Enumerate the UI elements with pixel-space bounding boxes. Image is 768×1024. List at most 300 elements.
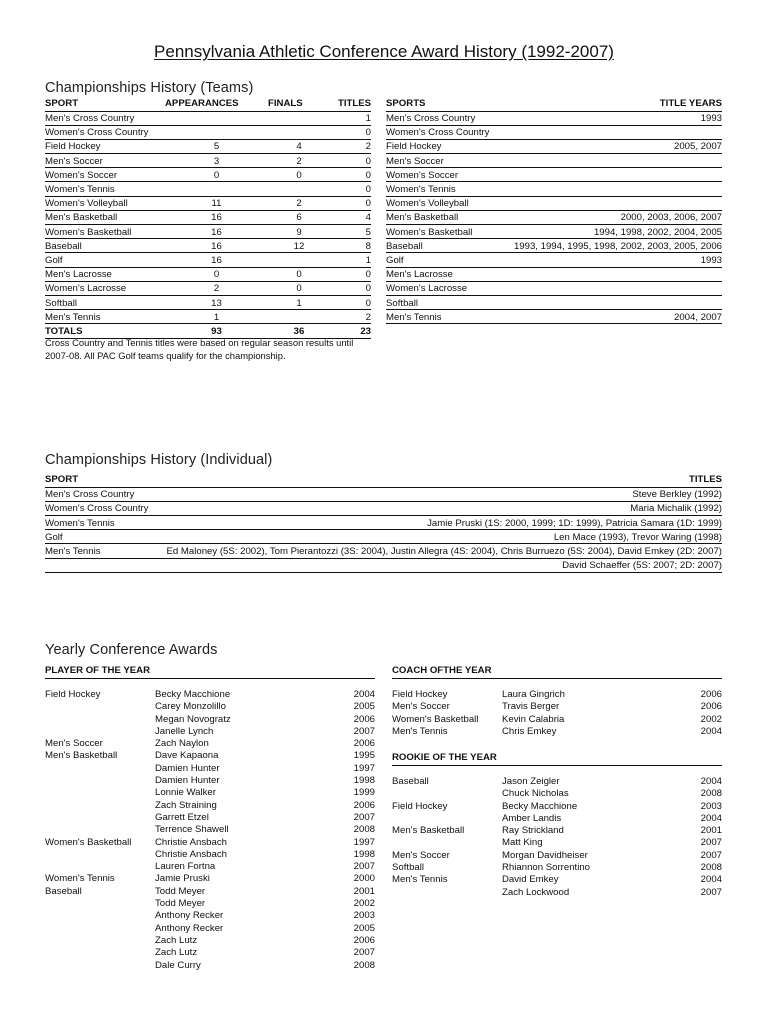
award-row bbox=[45, 837, 375, 849]
title-years-cell bbox=[506, 196, 722, 210]
award-row bbox=[45, 849, 375, 861]
finals-cell: 9 bbox=[268, 225, 330, 239]
award-sport bbox=[392, 813, 502, 825]
award-sport: Softball bbox=[392, 862, 424, 874]
title-years-cell: 2005, 2007 bbox=[506, 139, 722, 153]
table-row bbox=[386, 168, 722, 182]
title-years-cell: 2000, 2003, 2006, 2007 bbox=[506, 210, 722, 224]
award-year: 2006 bbox=[353, 738, 375, 750]
title-years-cell bbox=[506, 267, 722, 281]
title-years-cell bbox=[506, 281, 722, 295]
award-sport bbox=[45, 763, 155, 775]
award-year: 2001 bbox=[353, 885, 375, 897]
award-name: Janelle Lynch bbox=[155, 725, 214, 737]
award-year: 2002 bbox=[700, 713, 722, 725]
award-name: Zach Naylon bbox=[155, 738, 209, 750]
award-year: 2007 bbox=[353, 811, 375, 823]
award-year: 2008 bbox=[700, 788, 722, 800]
sport-cell: Field Hockey bbox=[45, 139, 165, 153]
award-name: Ray Strickland bbox=[502, 825, 564, 837]
award-name: Damien Hunter bbox=[155, 775, 220, 787]
title-years-cell bbox=[506, 295, 722, 309]
table-row bbox=[45, 196, 371, 210]
award-name: Christie Ansbach bbox=[155, 848, 227, 860]
col-ind-titles: TITLES bbox=[165, 473, 722, 487]
award-sport: Men's Soccer bbox=[392, 701, 450, 713]
award-row bbox=[45, 960, 375, 972]
award-row bbox=[392, 874, 722, 886]
title-years-header-row bbox=[386, 98, 722, 111]
sport-cell: Women's Tennis bbox=[45, 182, 165, 196]
table-row bbox=[386, 225, 722, 239]
individual-titles-cell: Len Mace (1993), Trevor Waring (1998) bbox=[165, 530, 722, 544]
table-row bbox=[386, 267, 722, 281]
finals-cell bbox=[268, 253, 330, 267]
titles-cell: 0 bbox=[330, 168, 371, 182]
award-sport: Men's Tennis bbox=[392, 725, 448, 737]
table-row bbox=[386, 196, 722, 210]
appearances-cell: 13 bbox=[165, 295, 268, 309]
award-sport bbox=[392, 837, 502, 849]
award-name: Carey Monzolillo bbox=[155, 701, 226, 713]
table-row bbox=[45, 516, 722, 530]
player-of-year-table bbox=[45, 689, 375, 972]
titles-cell: 4 bbox=[330, 210, 371, 224]
award-sport: Women's Basketball bbox=[45, 836, 132, 848]
award-row bbox=[392, 887, 722, 899]
table-row bbox=[45, 281, 371, 295]
award-year: 2006 bbox=[353, 713, 375, 725]
sport-cell: Men's Tennis bbox=[45, 310, 165, 324]
title-years-cell: 1993 bbox=[506, 111, 722, 125]
award-row bbox=[392, 726, 722, 738]
appearances-cell: 0 bbox=[165, 267, 268, 281]
award-sport: Women's Basketball bbox=[392, 713, 479, 725]
award-sport: Men's Soccer bbox=[45, 738, 103, 750]
sport-cell: Women's Volleyball bbox=[386, 196, 506, 210]
award-year: 2004 bbox=[353, 689, 375, 700]
appearances-cell bbox=[165, 125, 268, 139]
appearances-cell: 16 bbox=[165, 210, 268, 224]
awards-heading: Yearly Conference Awards bbox=[45, 642, 218, 658]
rookie-of-year-table bbox=[392, 776, 722, 899]
sport-cell: Women's Tennis bbox=[45, 516, 165, 530]
finals-cell: 0 bbox=[268, 168, 330, 182]
award-sport: Field Hockey bbox=[45, 689, 101, 700]
award-year: 2000 bbox=[353, 873, 375, 885]
sport-cell: Women's Lacrosse bbox=[386, 281, 506, 295]
finals-cell bbox=[268, 182, 330, 196]
award-year: 2006 bbox=[353, 799, 375, 811]
award-row bbox=[45, 947, 375, 959]
award-sport bbox=[45, 935, 155, 947]
player-of-year-heading: PLAYER OF THE YEAR bbox=[45, 665, 375, 679]
award-name: Morgan Davidheiser bbox=[502, 849, 588, 861]
finals-cell: 4 bbox=[268, 139, 330, 153]
award-year: 2002 bbox=[353, 898, 375, 910]
titles-cell: 0 bbox=[330, 182, 371, 196]
table-row bbox=[45, 182, 371, 196]
award-row bbox=[45, 787, 375, 799]
finals-cell bbox=[268, 125, 330, 139]
award-name: Dave Kapaona bbox=[155, 750, 219, 762]
appearances-cell: 11 bbox=[165, 196, 268, 210]
award-row bbox=[45, 886, 375, 898]
sport-cell: Men's Cross Country bbox=[45, 487, 165, 501]
table-row bbox=[386, 210, 722, 224]
award-sport: Men's Basketball bbox=[392, 825, 465, 837]
award-row bbox=[45, 824, 375, 836]
award-year: 2007 bbox=[353, 947, 375, 959]
award-sport bbox=[45, 947, 155, 959]
award-year: 2006 bbox=[700, 689, 722, 700]
table-row bbox=[386, 310, 722, 324]
teams-header-row bbox=[45, 98, 371, 111]
award-name: Anthony Recker bbox=[155, 910, 224, 922]
appearances-cell bbox=[165, 111, 268, 125]
sport-cell: Women's Basketball bbox=[386, 225, 506, 239]
teams-table bbox=[45, 98, 371, 339]
table-row bbox=[45, 239, 371, 253]
award-row bbox=[45, 750, 375, 762]
sport-cell: Women's Lacrosse bbox=[45, 281, 165, 295]
award-year: 2003 bbox=[700, 800, 722, 812]
finals-cell: 6 bbox=[268, 210, 330, 224]
award-year: 2008 bbox=[353, 959, 375, 971]
table-row bbox=[45, 210, 371, 224]
award-sport: Men's Tennis bbox=[392, 874, 448, 886]
sport-cell: Women's Tennis bbox=[386, 182, 506, 196]
sport-cell: Women's Cross Country bbox=[45, 125, 165, 139]
award-row bbox=[45, 935, 375, 947]
award-name: Megan Novogratz bbox=[155, 713, 231, 725]
award-sport: Field Hockey bbox=[392, 689, 448, 700]
appearances-cell: 16 bbox=[165, 225, 268, 239]
titles-cell: 1 bbox=[330, 253, 371, 267]
individual-titles-cell: Maria Michalik (1992) bbox=[165, 501, 722, 515]
award-name: Zach Lutz bbox=[155, 934, 198, 946]
teams-heading: Championships History (Teams) bbox=[45, 80, 254, 96]
award-name: Garrett Etzel bbox=[155, 811, 209, 823]
award-name: Chris Emkey bbox=[502, 725, 557, 737]
table-row bbox=[45, 544, 722, 558]
award-year: 2008 bbox=[700, 862, 722, 874]
table-row bbox=[45, 111, 371, 125]
individual-titles-cell: David Schaeffer (5S: 2007; 2D: 2007) bbox=[165, 558, 722, 572]
award-name: Becky Macchione bbox=[502, 800, 578, 812]
sport-cell: Men's Basketball bbox=[386, 210, 506, 224]
coach-of-year-table bbox=[392, 689, 722, 738]
award-name: Todd Meyer bbox=[155, 898, 206, 910]
sport-cell: Women's Cross Country bbox=[45, 501, 165, 515]
award-row bbox=[392, 850, 722, 862]
table-row bbox=[45, 139, 371, 153]
table-row bbox=[45, 225, 371, 239]
table-row bbox=[45, 154, 371, 168]
award-row bbox=[45, 910, 375, 922]
award-row bbox=[392, 701, 722, 713]
finals-cell bbox=[268, 111, 330, 125]
table-row bbox=[386, 253, 722, 267]
award-year: 2007 bbox=[353, 725, 375, 737]
award-sport bbox=[392, 788, 502, 800]
finals-cell: 1 bbox=[268, 295, 330, 309]
appearances-cell bbox=[165, 182, 268, 196]
appearances-cell: 1 bbox=[165, 310, 268, 324]
table-row bbox=[45, 253, 371, 267]
sport-cell: Baseball bbox=[45, 239, 165, 253]
sport-cell: Men's Soccer bbox=[45, 154, 165, 168]
award-year: 1995 bbox=[353, 750, 375, 762]
table-row bbox=[45, 558, 722, 572]
titles-cell: 2 bbox=[330, 310, 371, 324]
table-row bbox=[45, 168, 371, 182]
appearances-cell: 16 bbox=[165, 239, 268, 253]
award-year: 2006 bbox=[700, 701, 722, 713]
sport-cell: Softball bbox=[45, 295, 165, 309]
table-row bbox=[45, 310, 371, 324]
title-years-cell bbox=[506, 154, 722, 168]
award-name: Anthony Recker bbox=[155, 922, 224, 934]
award-sport bbox=[45, 787, 155, 799]
award-name: Dale Curry bbox=[155, 959, 201, 971]
titles-cell: 8 bbox=[330, 239, 371, 253]
award-row bbox=[392, 689, 722, 701]
award-year: 2007 bbox=[700, 837, 722, 849]
sport-cell: Women's Cross Country bbox=[386, 125, 506, 139]
col-sports: SPORTS bbox=[386, 98, 506, 111]
award-name: Jamie Pruski bbox=[155, 873, 210, 885]
appearances-cell: 0 bbox=[165, 168, 268, 182]
award-name: David Emkey bbox=[502, 874, 559, 886]
individual-titles-cell: Jamie Pruski (1S: 2000, 1999; 1D: 1999), Patricia Samara (1D: 1999) bbox=[165, 516, 722, 530]
award-name: Kevin Calabria bbox=[502, 713, 565, 725]
award-year: 2001 bbox=[700, 825, 722, 837]
award-name: Matt King bbox=[502, 837, 543, 849]
finals-cell: 12 bbox=[268, 239, 330, 253]
award-row bbox=[392, 837, 722, 849]
award-name: Todd Meyer bbox=[155, 885, 206, 897]
sport-cell: Golf bbox=[45, 530, 165, 544]
award-name: Zach Lutz bbox=[155, 947, 198, 959]
col-title-years: TITLE YEARS bbox=[506, 98, 722, 111]
coach-of-year-heading: COACH OFTHE YEAR bbox=[392, 665, 722, 679]
award-year: 2005 bbox=[353, 701, 375, 713]
sport-cell: Men's Cross Country bbox=[45, 111, 165, 125]
col-finals: FINALS bbox=[268, 98, 330, 111]
sport-cell: Men's Soccer bbox=[386, 154, 506, 168]
award-sport bbox=[392, 887, 502, 899]
award-row bbox=[392, 825, 722, 837]
title-years-cell: 1994, 1998, 2002, 2004, 2005 bbox=[506, 225, 722, 239]
award-row bbox=[45, 898, 375, 910]
award-year: 2006 bbox=[353, 934, 375, 946]
table-row bbox=[386, 139, 722, 153]
sport-cell: Women's Volleyball bbox=[45, 196, 165, 210]
table-row bbox=[45, 487, 722, 501]
sport-cell: Men's Lacrosse bbox=[386, 267, 506, 281]
sport-cell: Men's Basketball bbox=[45, 210, 165, 224]
award-name: Jason Zeigler bbox=[502, 776, 560, 787]
title-years-cell bbox=[506, 168, 722, 182]
award-name: Chuck Nicholas bbox=[502, 788, 569, 800]
finals-cell: 0 bbox=[268, 267, 330, 281]
individual-titles-cell: Ed Maloney (5S: 2002), Tom Pierantozzi (3S: 2004), Justin Allegra (4S: 2004), Chris Burruezo (5S: 2004), David Emkey (2D: 2007) bbox=[165, 544, 722, 558]
sport-cell: Women's Soccer bbox=[45, 168, 165, 182]
award-row bbox=[392, 788, 722, 800]
award-sport bbox=[45, 701, 155, 713]
award-row bbox=[45, 763, 375, 775]
award-sport bbox=[45, 714, 155, 726]
award-row bbox=[45, 923, 375, 935]
appearances-cell: 2 bbox=[165, 281, 268, 295]
award-row bbox=[392, 801, 722, 813]
titles-cell: 2 bbox=[330, 139, 371, 153]
award-sport: Men's Soccer bbox=[392, 849, 450, 861]
totals-titles: 23 bbox=[330, 324, 371, 338]
award-year: 2004 bbox=[700, 776, 722, 787]
title-years-cell bbox=[506, 125, 722, 139]
award-name: Laura Gingrich bbox=[502, 689, 565, 700]
titles-cell: 0 bbox=[330, 281, 371, 295]
table-row bbox=[45, 530, 722, 544]
award-row bbox=[45, 775, 375, 787]
award-name: Damien Hunter bbox=[155, 762, 220, 774]
col-sport: SPORT bbox=[45, 98, 165, 111]
award-row bbox=[45, 738, 375, 750]
award-sport: Baseball bbox=[45, 885, 82, 897]
award-row bbox=[392, 813, 722, 825]
award-sport bbox=[45, 726, 155, 738]
award-year: 2008 bbox=[353, 824, 375, 836]
table-row bbox=[45, 295, 371, 309]
award-name: Terrence Shawell bbox=[155, 824, 229, 836]
title-years-cell: 1993, 1994, 1995, 1998, 2002, 2003, 2005, 2006 bbox=[506, 239, 722, 253]
award-year: 1998 bbox=[353, 848, 375, 860]
award-sport bbox=[45, 800, 155, 812]
award-sport bbox=[45, 960, 155, 972]
finals-cell: 2 bbox=[268, 154, 330, 168]
award-sport bbox=[45, 910, 155, 922]
sport-cell: Baseball bbox=[386, 239, 506, 253]
title-years-cell: 1993 bbox=[506, 253, 722, 267]
appearances-cell: 3 bbox=[165, 154, 268, 168]
table-row bbox=[386, 125, 722, 139]
award-name: Zach Straining bbox=[155, 799, 217, 811]
title-years-cell: 2004, 2007 bbox=[506, 310, 722, 324]
award-row bbox=[45, 689, 375, 701]
award-sport: Baseball bbox=[392, 776, 429, 787]
sport-cell: Women's Soccer bbox=[386, 168, 506, 182]
title-years-table bbox=[386, 98, 722, 324]
sport-cell: Golf bbox=[45, 253, 165, 267]
award-sport bbox=[45, 812, 155, 824]
individual-heading: Championships History (Individual) bbox=[45, 452, 273, 468]
award-sport: Men's Basketball bbox=[45, 750, 118, 762]
award-year: 1998 bbox=[353, 775, 375, 787]
award-year: 2004 bbox=[700, 874, 722, 886]
award-sport bbox=[45, 849, 155, 861]
sport-cell bbox=[45, 558, 165, 572]
sport-cell: Men's Lacrosse bbox=[45, 267, 165, 281]
sport-cell: Men's Cross Country bbox=[386, 111, 506, 125]
award-name: Becky Macchione bbox=[155, 689, 231, 700]
table-row bbox=[386, 281, 722, 295]
col-titles: TITLES bbox=[330, 98, 371, 111]
award-name: Amber Landis bbox=[502, 812, 562, 824]
award-name: Travis Berger bbox=[502, 701, 560, 713]
sport-cell: Women's Basketball bbox=[45, 225, 165, 239]
table-row bbox=[45, 267, 371, 281]
sport-cell: Men's Tennis bbox=[386, 310, 506, 324]
table-row bbox=[45, 501, 722, 515]
award-row bbox=[45, 861, 375, 873]
award-name: Lauren Fortna bbox=[155, 861, 216, 873]
titles-cell: 5 bbox=[330, 225, 371, 239]
titles-cell: 0 bbox=[330, 154, 371, 168]
award-row bbox=[392, 776, 722, 788]
titles-cell: 0 bbox=[330, 196, 371, 210]
individual-titles-cell: Steve Berkley (1992) bbox=[165, 487, 722, 501]
teams-note: Cross Country and Tennis titles were based on regular season results until 2007-08. All PAC Golf teams qualify for the championship. bbox=[45, 337, 354, 362]
finals-cell: 0 bbox=[268, 281, 330, 295]
award-row bbox=[392, 862, 722, 874]
award-row bbox=[45, 726, 375, 738]
award-year: 2003 bbox=[353, 910, 375, 922]
titles-cell: 0 bbox=[330, 267, 371, 281]
totals-appearances: 93 bbox=[165, 324, 268, 338]
award-name: Lonnie Walker bbox=[155, 787, 216, 799]
col-appearances: APPEARANCES bbox=[165, 98, 268, 111]
table-row bbox=[386, 182, 722, 196]
titles-cell: 0 bbox=[330, 295, 371, 309]
col-ind-sport: SPORT bbox=[45, 473, 165, 487]
table-row bbox=[386, 154, 722, 168]
award-sport: Women's Tennis bbox=[45, 873, 115, 885]
award-year: 2007 bbox=[353, 861, 375, 873]
totals-finals: 36 bbox=[268, 324, 330, 338]
table-row bbox=[386, 111, 722, 125]
sport-cell: Men's Tennis bbox=[45, 544, 165, 558]
award-row bbox=[45, 812, 375, 824]
award-row bbox=[45, 800, 375, 812]
page-title: Pennsylvania Athletic Conference Award History (1992-2007) bbox=[154, 42, 614, 61]
award-sport bbox=[45, 824, 155, 836]
award-year: 1997 bbox=[353, 836, 375, 848]
individual-table bbox=[45, 473, 722, 573]
award-name: Christie Ansbach bbox=[155, 836, 227, 848]
award-year: 2004 bbox=[700, 812, 722, 824]
award-sport: Field Hockey bbox=[392, 800, 448, 812]
table-row bbox=[386, 295, 722, 309]
award-name: Rhiannon Sorrentino bbox=[502, 862, 591, 874]
award-row bbox=[45, 873, 375, 885]
sport-cell: Softball bbox=[386, 295, 506, 309]
award-sport bbox=[45, 861, 155, 873]
award-year: 2007 bbox=[700, 849, 722, 861]
award-year: 1999 bbox=[353, 787, 375, 799]
finals-cell bbox=[268, 310, 330, 324]
titles-cell: 1 bbox=[330, 111, 371, 125]
award-row bbox=[392, 714, 722, 726]
totals-label: TOTALS bbox=[45, 324, 165, 338]
table-row bbox=[45, 125, 371, 139]
award-sport bbox=[45, 923, 155, 935]
table-row bbox=[386, 239, 722, 253]
sport-cell: Field Hockey bbox=[386, 139, 506, 153]
award-year: 2005 bbox=[353, 922, 375, 934]
finals-cell: 2 bbox=[268, 196, 330, 210]
